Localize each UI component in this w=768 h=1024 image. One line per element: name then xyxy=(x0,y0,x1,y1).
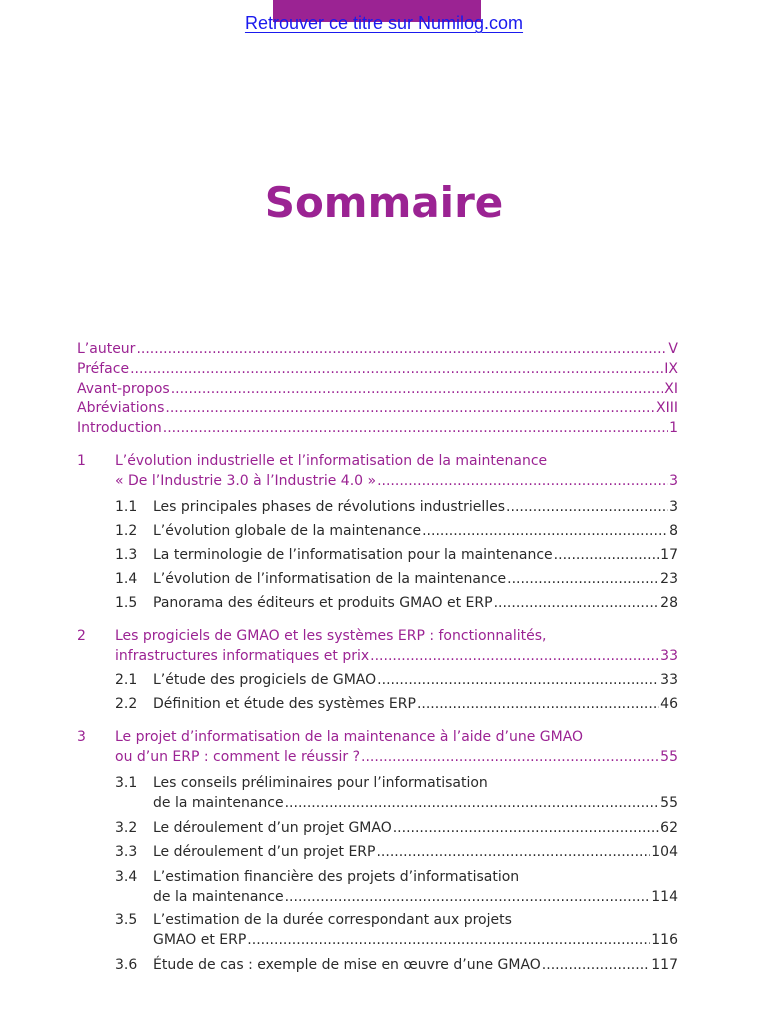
toc-entry-label: Abréviations xyxy=(77,400,165,417)
chapter-2-entry[interactable] xyxy=(77,626,678,666)
section-label: Le déroulement d’un projet GMAO xyxy=(153,819,392,836)
chapter-title-line1: L’évolution industrielle et l’informatisation de la maintenance xyxy=(115,452,548,469)
section-3-5[interactable] xyxy=(115,910,678,950)
section-number: 2.2 xyxy=(115,695,138,712)
section-label-line2 xyxy=(153,793,678,813)
section-2-1[interactable] xyxy=(115,668,678,692)
dot-leader xyxy=(494,591,660,615)
toc-entry-abreviations[interactable] xyxy=(77,399,678,419)
chapter-number: 2 xyxy=(77,627,86,644)
chapter-number: 3 xyxy=(77,728,86,745)
chapter-3-entry[interactable] xyxy=(77,727,678,767)
section-number: 1.5 xyxy=(115,594,138,611)
toc-entry-page: V xyxy=(668,341,678,357)
section-label: L’évolution globale de la maintenance xyxy=(153,522,422,539)
dot-leader xyxy=(163,419,668,439)
section-1-2[interactable] xyxy=(115,519,678,543)
section-label: Les principales phases de révolutions industrielles xyxy=(153,498,506,515)
section-2-2[interactable] xyxy=(115,692,678,716)
section-page: 46 xyxy=(660,695,678,712)
numilog-link[interactable]: Retrouver ce titre sur Numilog.com xyxy=(244,13,524,33)
toc-entry-page: IX xyxy=(664,360,678,377)
toc-entry-introduction[interactable] xyxy=(77,419,678,439)
dot-leader xyxy=(361,747,659,767)
chapter-title-line1: Les progiciels de GMAO et les systèmes ERP : fonctionnalités, xyxy=(115,627,547,644)
toc-entry-page: 1 xyxy=(669,420,678,437)
section-page: 62 xyxy=(660,819,678,836)
section-page: 55 xyxy=(660,794,678,811)
dot-leader xyxy=(130,360,663,380)
section-number: 3.5 xyxy=(115,911,138,928)
section-page: 117 xyxy=(651,956,678,973)
toc-entry-auteur[interactable] xyxy=(77,340,678,360)
section-page: 17 xyxy=(660,546,678,563)
dot-leader xyxy=(393,816,659,840)
toc-entry-label: Avant-propos xyxy=(77,380,170,397)
section-label: Étude de cas : exemple de mise en œuvre d’une GMAO xyxy=(153,956,541,973)
dot-leader xyxy=(247,930,650,950)
chapter-title-text: ou d’un ERP : comment le réussir ? xyxy=(115,748,361,765)
section-page: 8 xyxy=(669,522,678,539)
dot-leader xyxy=(554,543,660,567)
toc-entry-avant-propos[interactable] xyxy=(77,380,678,400)
section-label: Définition et étude des systèmes ERP xyxy=(153,695,416,712)
section-label: de la maintenance xyxy=(153,794,284,811)
section-3-2[interactable] xyxy=(115,816,678,840)
section-3-6[interactable] xyxy=(115,953,678,977)
chapter-page: 33 xyxy=(660,647,678,664)
section-label-line2 xyxy=(153,930,678,950)
section-number: 3.2 xyxy=(115,819,138,836)
section-page: 23 xyxy=(660,570,678,587)
section-number: 1.1 xyxy=(115,498,138,515)
numilog-link-wrapper xyxy=(0,13,768,34)
section-label: Panorama des éditeurs et produits GMAO et ERP xyxy=(153,594,493,611)
section-number: 3.6 xyxy=(115,956,138,973)
section-number: 3.3 xyxy=(115,843,138,860)
section-page: 3 xyxy=(669,498,678,515)
dot-leader xyxy=(542,953,650,977)
section-1-1[interactable] xyxy=(115,495,678,519)
section-label-line1: Les conseils préliminaires pour l’informatisation xyxy=(153,774,488,791)
section-number: 3.4 xyxy=(115,868,138,885)
chapter-title-text: « De l’Industrie 3.0 à l’Industrie 4.0 » xyxy=(115,472,377,489)
dot-leader xyxy=(506,495,668,519)
toc-entry-preface[interactable] xyxy=(77,360,678,380)
table-of-contents xyxy=(77,340,678,977)
dot-leader xyxy=(376,840,650,864)
dot-leader xyxy=(377,471,668,491)
dot-leader xyxy=(377,668,659,692)
section-page: 116 xyxy=(651,931,678,948)
dot-leader xyxy=(171,380,664,400)
chapter-title-line2 xyxy=(115,646,678,666)
chapter-number: 1 xyxy=(77,452,86,469)
section-label-line2 xyxy=(153,887,678,907)
section-number: 3.1 xyxy=(115,774,138,791)
chapter-title-line1: Le projet d’informatisation de la maintenance à l’aide d’une GMAO xyxy=(115,728,584,745)
dot-leader xyxy=(285,887,651,907)
dot-leader xyxy=(370,646,659,666)
section-number: 1.3 xyxy=(115,546,138,563)
front-matter-list xyxy=(77,340,678,439)
toc-entry-label: Introduction xyxy=(77,420,162,437)
section-label-line1: L’estimation financière des projets d’informatisation xyxy=(153,868,520,885)
dot-leader xyxy=(422,519,668,543)
section-number: 1.4 xyxy=(115,570,138,587)
section-label: GMAO et ERP xyxy=(153,931,247,948)
page-title: Sommaire xyxy=(264,178,504,227)
section-number: 2.1 xyxy=(115,671,138,688)
section-label: Le déroulement d’un projet ERP xyxy=(153,843,376,860)
section-label: L’évolution de l’informatisation de la maintenance xyxy=(153,570,507,587)
chapter-page: 3 xyxy=(669,472,678,489)
dot-leader xyxy=(507,567,659,591)
chapter-page: 55 xyxy=(660,748,678,765)
dot-leader xyxy=(136,340,667,360)
section-label: La terminologie de l’informatisation pour la maintenance xyxy=(153,546,553,563)
section-label-line1: L’estimation de la durée correspondant aux projets xyxy=(153,911,512,928)
dot-leader xyxy=(285,793,660,813)
section-page: 114 xyxy=(651,888,678,905)
dot-leader xyxy=(417,692,659,716)
section-page: 28 xyxy=(660,594,678,611)
toc-entry-page: XIII xyxy=(656,400,678,417)
chapter-1-entry[interactable] xyxy=(77,451,678,491)
chapter-title-line2 xyxy=(115,747,678,767)
chapter-title-line2 xyxy=(115,471,678,491)
chapter-title-text: infrastructures informatiques et prix xyxy=(115,647,370,664)
section-3-1[interactable] xyxy=(115,773,678,813)
section-3-4[interactable] xyxy=(115,867,678,907)
section-page: 33 xyxy=(660,671,678,688)
section-1-3[interactable] xyxy=(115,543,678,567)
section-label: de la maintenance xyxy=(153,888,284,905)
section-page: 104 xyxy=(651,843,678,860)
dot-leader xyxy=(165,399,655,419)
toc-entry-label: L’auteur xyxy=(77,341,136,357)
section-number: 1.2 xyxy=(115,522,138,539)
toc-entry-label: Préface xyxy=(77,360,130,377)
section-1-5[interactable] xyxy=(115,591,678,615)
section-label: L’étude des progiciels de GMAO xyxy=(153,671,377,688)
section-3-3[interactable] xyxy=(115,840,678,864)
section-1-4[interactable] xyxy=(115,567,678,591)
toc-entry-page: XI xyxy=(664,380,678,397)
